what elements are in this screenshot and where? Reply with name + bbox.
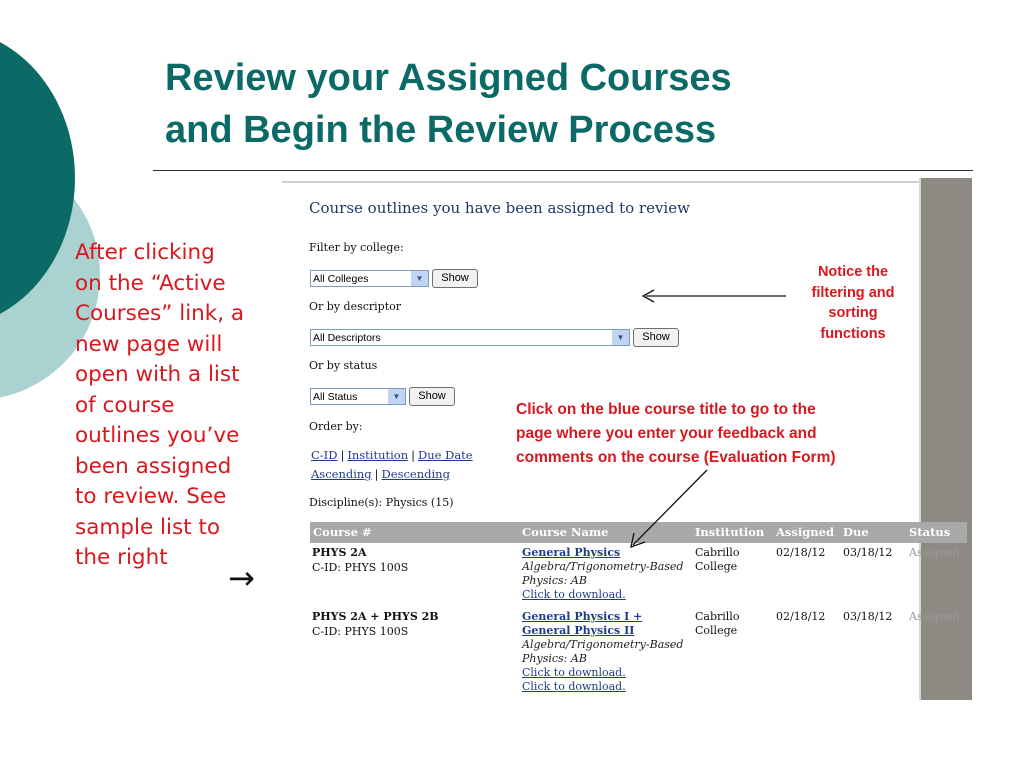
descriptor-label: Or by descriptor xyxy=(309,300,402,313)
row1-status: Assigned xyxy=(909,546,960,559)
instruction-line: been assigned xyxy=(75,453,232,479)
filter-college-label: Filter by college: xyxy=(309,241,404,254)
row2-description: Physics: AB xyxy=(522,652,587,665)
row2-due: 03/18/12 xyxy=(843,610,893,623)
filter-callout-line: Notice the xyxy=(817,264,889,280)
row2-assigned: 02/18/12 xyxy=(776,610,826,623)
chevron-down-icon: ▼ xyxy=(411,271,428,286)
separator: | xyxy=(411,448,416,462)
chevron-down-icon: ▼ xyxy=(612,330,629,345)
order-due-date-link[interactable]: Due Date xyxy=(418,448,473,462)
row1-institution-line: College xyxy=(695,560,738,573)
status-select-value: All Status xyxy=(313,391,358,403)
row1-description: Algebra/Trigonometry-Based xyxy=(522,560,684,573)
course-title-arrow-icon xyxy=(631,470,707,547)
instruction-line: to review. See xyxy=(75,484,227,509)
order-institution-link[interactable]: Institution xyxy=(347,448,409,462)
slide-title-line-1: Review your Assigned Courses xyxy=(165,57,732,99)
filter-callout-line: sorting xyxy=(828,305,878,321)
row2-status: Assigned xyxy=(909,610,960,623)
header-course-name[interactable]: Course Name xyxy=(522,525,609,539)
instruction-line: After clicking xyxy=(75,240,215,265)
show-status-button[interactable]: Show xyxy=(409,387,455,406)
filter-callout-line: functions xyxy=(820,325,886,342)
row2-course-title-link[interactable]: General Physics I + xyxy=(522,610,643,623)
header-assigned[interactable]: Assigned xyxy=(776,525,834,539)
descriptor-select-value: All Descriptors xyxy=(313,332,381,344)
descending-link[interactable]: Descending xyxy=(381,467,450,481)
row2-description: Algebra/Trigonometry-Based xyxy=(522,638,684,651)
row2-download-link[interactable]: Click to download. xyxy=(522,680,626,693)
instruction-line: sample list to xyxy=(75,514,220,540)
row1-institution-line: Cabrillo xyxy=(695,546,740,559)
separator: | xyxy=(340,448,345,462)
header-status[interactable]: Status xyxy=(909,525,951,539)
order-label: Order by: xyxy=(309,420,363,433)
instruction-line: Courses” link, a xyxy=(75,301,245,326)
row1-course-title-link[interactable]: General Physics xyxy=(522,546,621,559)
row2-institution-line: College xyxy=(695,624,738,637)
screenshot-heading: Course outlines you have been assigned to review xyxy=(309,199,690,217)
row2-course-number: PHYS 2A + PHYS 2B xyxy=(312,610,439,623)
row1-download-link[interactable]: Click to download. xyxy=(522,588,626,601)
filter-arrow-icon xyxy=(643,290,786,302)
row1-description: Physics: AB xyxy=(522,574,587,587)
header-institution[interactable]: Institution xyxy=(695,525,765,539)
show-descriptor-button[interactable]: Show xyxy=(633,328,679,347)
row2-download-link[interactable]: Click to download. xyxy=(522,666,626,679)
row1-due: 03/18/12 xyxy=(843,546,893,559)
separator: | xyxy=(374,467,379,481)
row2-institution-line: Cabrillo xyxy=(695,610,740,623)
row2-course-title-link[interactable]: General Physics II xyxy=(522,624,635,637)
row2-cid: C-ID: PHYS 100S xyxy=(312,625,409,638)
instruction-line: open with a list xyxy=(75,362,240,387)
instruction-line: of course xyxy=(75,392,175,418)
college-select-value: All Colleges xyxy=(313,273,369,285)
row1-assigned: 02/18/12 xyxy=(776,546,826,559)
order-cid-link[interactable]: C-ID xyxy=(311,448,338,462)
instruction-line: outlines you’ve xyxy=(75,423,240,448)
right-arrow-icon: → xyxy=(228,559,255,597)
click-callout-line: Click on the blue course title to go to the xyxy=(516,401,816,418)
filter-callout-line: filtering and xyxy=(811,284,895,301)
instruction-line: on the “Active xyxy=(75,270,226,296)
row1-cid: C-ID: PHYS 100S xyxy=(312,561,409,574)
chevron-down-icon: ▼ xyxy=(388,389,405,404)
click-callout-line: comments on the course (Evaluation Form) xyxy=(516,449,836,466)
show-college-button[interactable]: Show xyxy=(432,269,478,288)
instruction-line: the right xyxy=(75,545,168,570)
ascending-link[interactable]: Ascending xyxy=(311,467,372,481)
instruction-line: new page will xyxy=(75,331,223,357)
slide-title-line-2: and Begin the Review Process xyxy=(165,109,717,151)
header-course-number[interactable]: Course # xyxy=(313,525,372,539)
status-label: Or by status xyxy=(309,359,378,372)
click-callout-line: page where you enter your feedback and xyxy=(516,425,817,442)
header-due[interactable]: Due xyxy=(843,525,869,539)
row1-course-number: PHYS 2A xyxy=(312,546,367,559)
discipline-label: Discipline(s): Physics (15) xyxy=(309,496,454,509)
